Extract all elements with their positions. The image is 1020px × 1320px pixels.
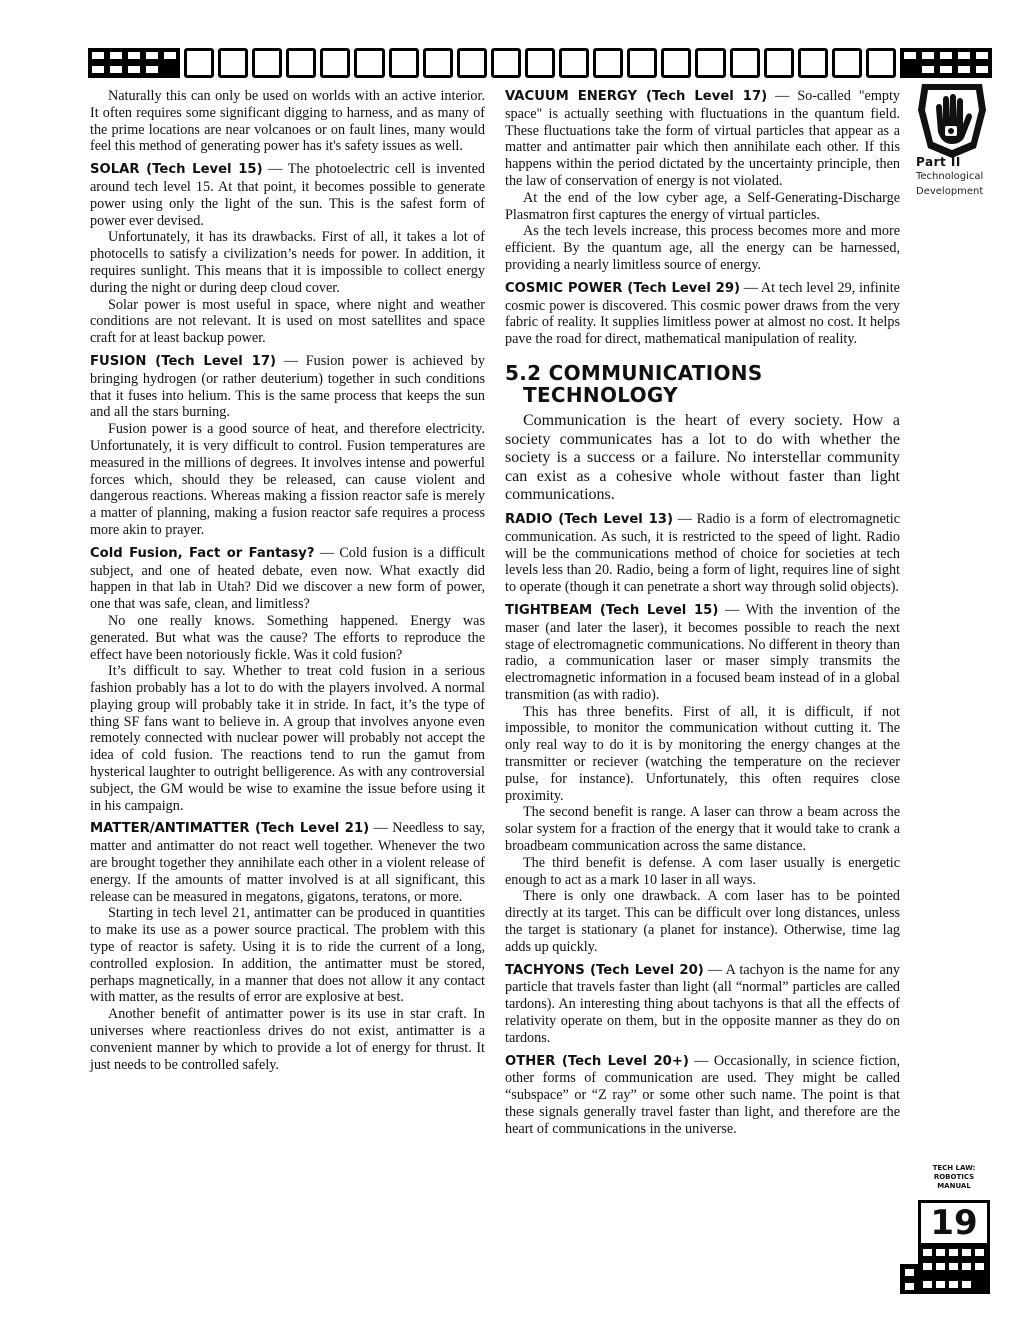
header-grid-right — [900, 48, 992, 78]
part-subtitle-2: Development — [916, 186, 984, 197]
footer-grid-decoration — [900, 1246, 990, 1294]
paragraph: Solar power is most useful in space, where night and weather conditions are not relevant. It is used on most satellites and space craft for at least backup power. — [90, 296, 485, 347]
paragraph: Another benefit of antimatter power is its use in star craft. In universes where reactionless drives do not exist, antimatter is a convenient manner by which to provide a lot of energy for thrust. It just needs to be controlled safely. — [90, 1006, 485, 1073]
section-title-line-1: 5.2 COMMUNICATIONS — [505, 360, 763, 385]
page-number: 19 — [918, 1200, 990, 1246]
paragraph: The third benefit is defense. A com laser usually is energetic enough to act as a mark 10 laser in all ways. — [505, 854, 900, 888]
header-decoration — [88, 48, 992, 78]
heading-tachyons: TACHYONS (Tech Level 20) — [505, 962, 704, 978]
section-title-line-2: TECHNOLOGY — [523, 382, 678, 407]
paragraph-cosmic: COSMIC POWER (Tech Level 29) — At tech level 29, infinite cosmic power is discovered. This cosmic power draws from the very fabric of reality. It supplies limitless power at almost no cost. It helps pave the road for direct, mathematical manipulation of reality. — [505, 279, 900, 348]
manual-line-3: MANUAL — [937, 1182, 971, 1190]
heading-other: OTHER (Tech Level 20+) — [505, 1053, 689, 1069]
manual-label — [918, 1164, 990, 1191]
part-label — [916, 155, 1006, 199]
paragraph: It’s difficult to say. Whether to treat cold fusion in a serious fashion probably has a lot to do with the players involved. A normal playing group will probably take it in stride. In fact, it’s the type of thing SF fans want to believe in. A group that involves anyone even remotely connected with nuclear power will probably not accept the idea of cold fusion. The reactions tend to run the gamut from hysterical laughter to outright belligerence. As with any controversial subject, the GM would be wise to examine the issue before using it in his campaign. — [90, 663, 485, 814]
header-box-row — [184, 48, 896, 78]
heading-cosmic: COSMIC POWER (Tech Level 29) — [505, 280, 741, 296]
section-intro: Communication is the heart of every society. How a society communicates has a lot to do with whether the society is a success or a failure. No interstellar community can exist as a cohesive whole without faster than light communications. — [505, 411, 900, 504]
paragraph: No one really knows. Something happened. Energy was generated. But what was the cause? The efforts to reproduce the effect have been notoriously fickle. Was it cold fusion? — [90, 612, 485, 663]
heading-antimatter: MATTER/ANTIMATTER (Tech Level 21) — [90, 821, 370, 837]
heading-radio: RADIO (Tech Level 13) — [505, 511, 673, 527]
paragraph-cold-fusion: Cold Fusion, Fact or Fantasy? — Cold fusion is a difficult subject, and one of heated debate, even now. What exactly did happen in that lab in Utah? Did we discover a new form of power, one that was safe, clean, and limitless? — [90, 544, 485, 613]
heading-solar: SOLAR (Tech Level 15) — [90, 162, 263, 178]
paragraph-tachyons: TACHYONS (Tech Level 20) — A tachyon is the name for any particle that travels faster than light (all “normal” particles are called tardons). An interesting thing about tachyons is that all the effects of relativity operate on them, but in the opposite manner as they do on tardons. — [505, 961, 901, 1046]
paragraph-tightbeam: TIGHTBEAM (Tech Level 15) — With the invention of the maser (and later the laser), it becomes possible to reach the next stage of electromagnetic communications. No different in theory than radio, a communication laser or maser simply transmits the electromagnetic information in a focused beam instead of in a global transmition (as with radio). — [505, 601, 900, 703]
paragraph-other: OTHER (Tech Level 20+) — Occasionally, in science fiction, other forms of communication are used. They might be called “subspace” or “Z ray” or some other such name. The point is that these signals generally travel faster than light, and therefore are the heart of communications in the universe. — [505, 1052, 900, 1137]
paragraph-fusion: FUSION (Tech Level 17) — Fusion power is achieved by bringing hydrogen (or rather deuterium) together in such conditions that it fuses into helium. This is the same process that keeps the sun and all the stars burning. — [90, 352, 485, 421]
heading-fusion: FUSION (Tech Level 17) — [90, 353, 277, 369]
paragraph: Unfortunately, it has its drawbacks. First of all, it takes a lot of photocells to satisfy a civilization’s needs for power. In addition, it requires sunlight. This means that it is impossible to collect energy during the night or during deep cloud cover. — [90, 229, 485, 296]
paragraph: Naturally this can only be used on worlds with an active interior. It often requires some significant digging to harness, and as many of the prime locations are near volcanoes or on fault lines, many would feel this method of generating power has it's safety issues as well. — [90, 88, 485, 155]
left-column — [90, 88, 485, 1073]
paragraph: There is only one drawback. A com laser has to be pointed directly at its target. This can be difficult over long distances, unless the target is stationary (a planet for instance). Otherwise, time lag adds up quickly. — [505, 888, 900, 955]
heading-tightbeam: TIGHTBEAM (Tech Level 15) — [505, 602, 719, 618]
robot-hand-logo-icon — [916, 80, 988, 160]
heading-cold-fusion: Cold Fusion, Fact or Fantasy? — [90, 545, 315, 561]
paragraph: This has three benefits. First of all, it is difficult, if not impossible, to monitor the communication without cutting it. The only real way to do it is by monitoring the energy changes at the transmitter or reciever (watching the temperature on the reciever pulse, for instance). Unfortunately, this often requires close proximity. — [505, 703, 900, 804]
paragraph: The second benefit is range. A laser can throw a beam across the solar system for a fraction of the energy that it would take to crank a broadbeam communication across the same distance. — [505, 804, 900, 855]
right-column — [505, 88, 900, 1138]
manual-line-1: TECH LAW: — [932, 1164, 976, 1172]
section-title — [505, 362, 900, 406]
heading-vacuum: VACUUM ENERGY (Tech Level 17) — [505, 89, 768, 104]
paragraph-solar: SOLAR (Tech Level 15) — The photoelectric cell is invented around tech level 15. At that point, it becomes possible to generate power using only the light of the sun. This is the safest form of power ever devised. — [90, 161, 485, 229]
part-subtitle-1: Technological — [916, 171, 984, 182]
paragraph: Fusion power is a good source of heat, and therefore electricity. Unfortunately, it is very difficult to control. Fusion temperatures are measured in the millions of degrees. It involves intense and powerful forces which, should they be released, can cause violent and dangerous reactions. Whereas making a fission reactor safe is merely a matter of planning, making a fusion reactor safe requires a process more akin to prayer. — [90, 421, 485, 538]
paragraph: Starting in tech level 21, antimatter can be produced in quantities to make its use as a power source practical. The problem with this type of reactor is safety. Using it is to ride the current of a long, controlled explosion. In addition, the antimatter must be stored, perhaps magnetically, in a manner that does not allow it any contact with matter, as the results of error are explosive at best. — [90, 905, 485, 1006]
manual-line-2: ROBOTICS — [933, 1173, 975, 1181]
paragraph-vacuum: VACUUM ENERGY (Tech Level 17) — So-called "empty space" is actually seething with fluctuations in the quantum field. These fluctuations take the form of virtual particles that appear as a matter and antimatter pair which then annihilate each other. If this happens within the period dictated by the uncertainty principle, then the law of conservation of energy is not violated. — [505, 88, 900, 189]
header-grid-left — [88, 48, 180, 78]
paragraph: At the end of the low cyber age, a Self-Generating-Discharge Plasmatron first captures the energy of virtual particles. — [505, 189, 900, 223]
paragraph: As the tech levels increase, this process becomes more and more efficient. By the quantum age, all the energy can be harnessed, providing a nearly limitless source of energy. — [505, 223, 900, 273]
part-title: Part II — [916, 155, 961, 169]
paragraph-radio: RADIO (Tech Level 13) — Radio is a form of electromagnetic communication. As such, it is restricted to the speed of light. Radio will be the communications method of choice for societies at tech levels less than 20. Radio, being a form of light, requires line of sight to operate (though it can penetrate a short way through solid objects). — [505, 510, 901, 596]
paragraph-antimatter: MATTER/ANTIMATTER (Tech Level 21) — Needless to say, matter and antimatter do not react well together. Whenever the two are brought together they annihilate each other in a violent release of energy. If the amounts of matter involved is at all significant, this release can be measured in megatons, gigatons, teratons, or more. — [90, 820, 485, 905]
